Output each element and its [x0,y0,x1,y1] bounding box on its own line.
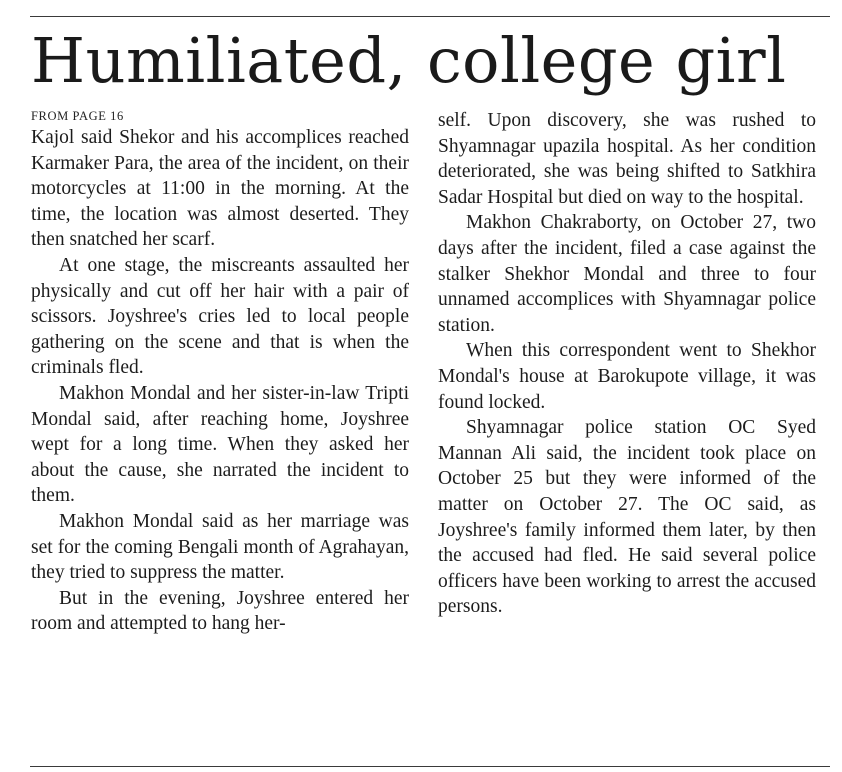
paragraph: Makhon Chakraborty, on October 27, two days after the incident, filed a case against the stalker Shekhor Mondal and three to four unnamed accomplices with Shyamnagar police station. [438,212,816,336]
headline: Humiliated, college girl [31,24,787,97]
paragraph: But in the evening, Joyshree entered her room and attempted to hang her- [31,587,409,635]
paragraph: self. Upon discovery, she was rushed to Shyamnagar upazila hospital. As her condition deteriorated, she was being shifted to Satkhira Sadar Hospital but died on way to the hospital. [438,110,816,208]
bottom-rule [30,766,830,767]
paragraph: Kajol said Shekor and his accomplices reached Karmaker Para, the area of the incident, on their motorcycles at 11:00 in the morning. At the time, the location was almost deserted. They then snatched her scarf. [31,127,409,251]
paragraph: At one stage, the miscreants assaulted her physically and cut off her hair with a pair of scissors. Joyshree's cries led to local people gathering on the scene and that is when the criminals fled. [31,254,409,379]
continued-from-label: FROM PAGE 16 [31,109,124,123]
article-column-left [31,108,409,637]
article-column-right [438,108,816,620]
paragraph: Shyamnagar police station OC Syed Mannan Ali said, the incident took place on October 25 but they were informed of the matter on October 27. The OC said, as Joyshree's family informed them later, by then the accused had fled. He said several police officers have been working to arrest the accused persons. [438,417,816,618]
top-rule [30,16,830,17]
paragraph: When this correspondent went to Shekhor Mondal's house at Barokupote village, it was found locked. [438,340,816,413]
paragraph: Makhon Mondal and her sister-in-law Tripti Mondal said, after reaching home, Joyshree wept for a long time. When they asked her about the cause, she narrated the incident to them. [31,382,409,507]
paragraph: Makhon Mondal said as her marriage was set for the coming Bengali month of Agrahayan, they tried to suppress the matter. [31,510,409,584]
